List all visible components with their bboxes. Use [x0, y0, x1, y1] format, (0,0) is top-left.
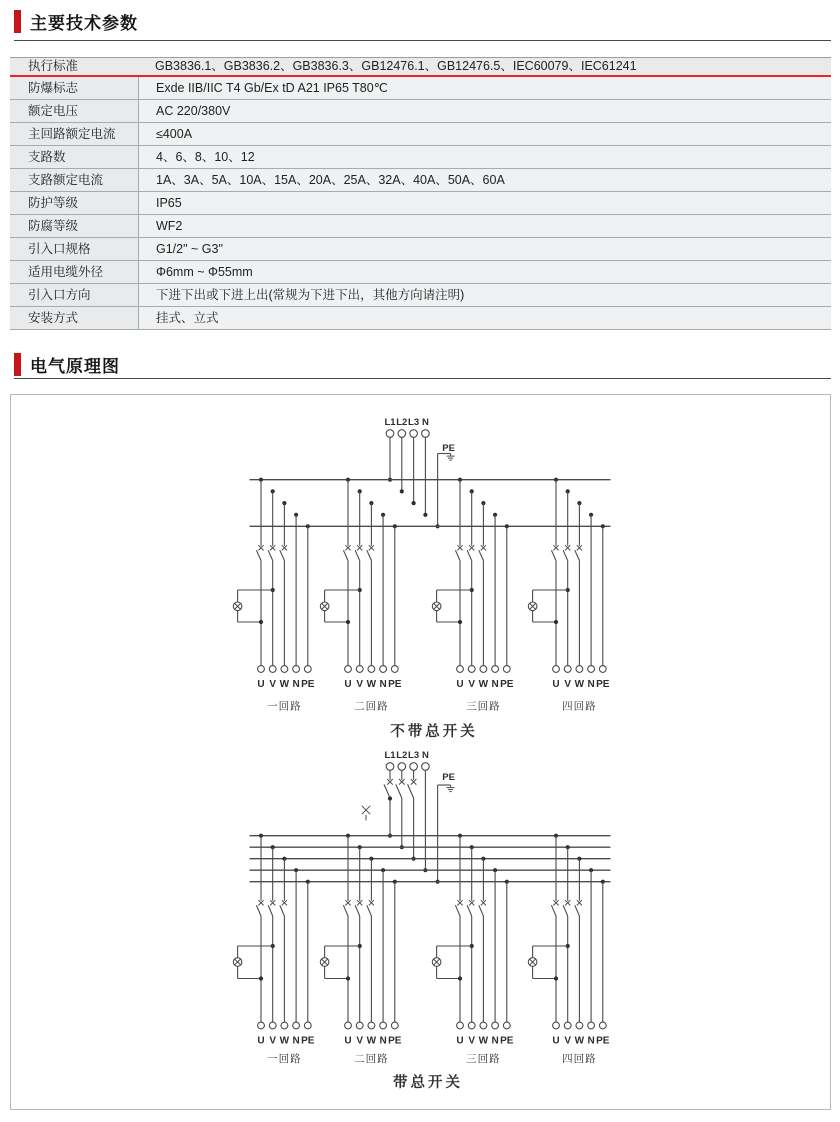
terminal: [280, 666, 290, 690]
svg-text:L2: L2: [396, 750, 408, 761]
pe-input: [436, 443, 455, 528]
svg-text:L1: L1: [384, 750, 396, 761]
header-rule: [14, 378, 831, 379]
terminal: [596, 1022, 610, 1046]
spec-label: 额定电压: [10, 100, 138, 122]
breaker-switch-icon: [467, 847, 474, 1022]
svg-text:W: W: [574, 1035, 585, 1047]
spec-row: [10, 284, 831, 307]
svg-text:PE: PE: [388, 1035, 402, 1047]
spec-row: [10, 307, 831, 330]
terminal: [491, 666, 498, 690]
svg-text:U: U: [552, 679, 560, 690]
ground-icon: [447, 785, 455, 792]
lamp-branch: [320, 944, 362, 981]
pe-input: [436, 772, 455, 884]
branch-circuit: [233, 834, 314, 1065]
svg-text:U: U: [257, 1035, 265, 1047]
terminal: [552, 666, 559, 690]
svg-text:W: W: [366, 679, 377, 690]
breaker-switch-icon: [455, 836, 462, 1022]
svg-text:V: V: [356, 1035, 364, 1047]
terminal: [456, 666, 463, 690]
spec-row: [10, 123, 831, 146]
circuit-diagram-1: [233, 417, 610, 740]
svg-text:W: W: [478, 679, 489, 690]
svg-text:V: V: [468, 1035, 476, 1047]
schematic-section-header: [14, 352, 120, 377]
svg-text:W: W: [366, 1035, 377, 1047]
spec-value: IP65: [138, 192, 831, 214]
lamp-icon: [320, 958, 329, 967]
terminal: [575, 1022, 585, 1046]
terminal: [301, 1022, 315, 1046]
terminal: [280, 1022, 290, 1046]
branch-circuit: [320, 834, 401, 1065]
terminal: [257, 666, 264, 690]
diagram-caption: 不带总开关: [390, 724, 478, 740]
svg-text:PE: PE: [500, 1035, 514, 1047]
svg-text:U: U: [456, 679, 464, 690]
branch-circuit: [233, 478, 314, 713]
lamp-icon: [432, 958, 441, 967]
terminal: [367, 666, 377, 690]
svg-text:V: V: [356, 679, 364, 690]
breaker-switch-icon: [367, 859, 374, 1022]
branch-circuit: [528, 834, 609, 1065]
spec-value: 1A、3A、5A、10A、15A、20A、25A、32A、40A、50A、60A: [138, 169, 831, 191]
terminal: [257, 1022, 264, 1046]
svg-text:W: W: [279, 1035, 290, 1047]
svg-text:三回路: 三回路: [466, 1053, 501, 1065]
breaker-switch-icon: [343, 836, 350, 1022]
spec-value: WF2: [138, 215, 831, 237]
spec-label: 防腐等级: [10, 215, 138, 237]
svg-text:PE: PE: [596, 679, 610, 690]
svg-text:V: V: [468, 679, 476, 690]
spec-value: 4、6、8、10、12: [138, 146, 831, 168]
terminal: [587, 666, 594, 690]
lamp-branch: [432, 588, 474, 624]
svg-text:N: N: [379, 679, 387, 690]
spec-value: ≤400A: [138, 123, 831, 145]
breaker-switch-icon: [551, 480, 558, 666]
schematic-section-title: 电气原理图: [30, 357, 120, 376]
terminal: [379, 1022, 386, 1046]
terminal: [500, 1022, 514, 1046]
svg-text:U: U: [344, 679, 352, 690]
specs-table: [10, 57, 831, 330]
schematic-panel: [10, 394, 831, 1110]
svg-text:PE: PE: [596, 1035, 610, 1047]
spec-value: AC 220/380V: [138, 100, 831, 122]
spec-row: [10, 169, 831, 192]
spec-value: Exde IIB/IIC T4 Gb/Ex tD A21 IP65 T80℃: [138, 77, 831, 99]
spec-label: 适用电缆外径: [10, 261, 138, 283]
terminal: [301, 666, 315, 690]
terminal: [379, 666, 386, 690]
breaker-switch-icon: [455, 480, 462, 666]
spec-row: [10, 238, 831, 261]
svg-text:N: N: [421, 417, 429, 428]
incoming-supply: [384, 417, 429, 517]
svg-text:U: U: [456, 1035, 464, 1047]
terminal: [269, 1022, 276, 1046]
breaker-switch-icon: [467, 491, 474, 665]
terminal: [388, 666, 402, 690]
svg-text:V: V: [269, 1035, 277, 1047]
svg-text:二回路: 二回路: [354, 700, 389, 713]
terminal: [491, 1022, 498, 1046]
breaker-switch-icon: [256, 480, 263, 666]
breaker-switch-icon: [256, 836, 263, 1022]
spec-value: GB3836.1、GB3836.2、GB3836.3、GB12476.1、GB12476.5、IEC60079、IEC61241: [138, 58, 831, 75]
svg-text:PE: PE: [301, 679, 315, 690]
svg-text:W: W: [279, 679, 290, 690]
terminal: [479, 1022, 489, 1046]
spec-label: 引入口规格: [10, 238, 138, 260]
branch-circuit: [528, 478, 609, 713]
specs-section-title: 主要技术参数: [30, 14, 138, 33]
terminal: [292, 1022, 299, 1046]
spec-label: 防爆标志: [10, 77, 138, 99]
lamp-icon: [320, 602, 329, 611]
terminal: [356, 1022, 363, 1046]
lamp-branch: [320, 588, 362, 624]
svg-text:N: N: [292, 1035, 300, 1047]
lamp-branch: [432, 944, 474, 981]
breaker-switch-icon: [355, 847, 362, 1022]
svg-text:PE: PE: [500, 679, 514, 690]
breaker-switch-icon: [563, 847, 570, 1022]
spec-row: [10, 192, 831, 215]
breaker-switch-icon: [479, 503, 486, 665]
ground-icon: [447, 454, 455, 461]
spec-value: Φ6mm ~ Φ55mm: [138, 261, 831, 283]
lamp-branch: [233, 588, 275, 624]
svg-text:V: V: [269, 679, 277, 690]
lamp-icon: [233, 958, 242, 967]
terminal: [269, 666, 276, 690]
terminal: [456, 1022, 463, 1046]
svg-text:N: N: [379, 1035, 387, 1047]
svg-text:W: W: [478, 1035, 489, 1047]
red-accent-bar: [14, 353, 21, 376]
branch-circuit: [432, 834, 513, 1065]
spec-row: [10, 215, 831, 238]
lamp-icon: [432, 602, 441, 611]
terminal: [344, 666, 351, 690]
svg-text:V: V: [564, 1035, 572, 1047]
terminal: [292, 666, 299, 690]
svg-text:PE: PE: [442, 772, 455, 783]
terminal: [468, 666, 475, 690]
svg-text:三回路: 三回路: [466, 700, 501, 713]
terminal: [564, 666, 571, 690]
breaker-switch-icon: [343, 480, 350, 666]
lamp-icon: [528, 958, 537, 967]
terminal: [468, 1022, 475, 1046]
svg-text:N: N: [587, 679, 595, 690]
svg-text:PE: PE: [442, 443, 455, 454]
breaker-switch-icon: [280, 503, 287, 665]
terminal: [356, 666, 363, 690]
svg-text:四回路: 四回路: [562, 700, 597, 713]
switch-handle-icon: [362, 806, 370, 821]
breaker-switch-icon: [551, 836, 558, 1022]
terminal: [479, 666, 489, 690]
svg-text:N: N: [491, 1035, 499, 1047]
breaker-switch-icon: [268, 847, 275, 1022]
spec-label: 支路数: [10, 146, 138, 168]
breaker-switch-icon: [575, 503, 582, 665]
svg-text:W: W: [574, 679, 585, 690]
lamp-icon: [233, 602, 242, 611]
svg-text:U: U: [257, 679, 265, 690]
svg-text:PE: PE: [301, 1035, 315, 1047]
spec-row: [10, 146, 831, 169]
terminal: [388, 1022, 402, 1046]
spec-row: [10, 261, 831, 284]
breaker-switch-icon: [563, 491, 570, 665]
svg-text:U: U: [552, 1035, 560, 1047]
lamp-branch: [233, 944, 275, 981]
spec-value: 挂式、立式: [138, 307, 831, 329]
svg-text:N: N: [292, 679, 300, 690]
specs-section-header: [14, 9, 138, 34]
svg-text:一回路: 一回路: [267, 700, 302, 713]
incoming-supply: [384, 750, 429, 872]
terminal: [367, 1022, 377, 1046]
svg-text:PE: PE: [388, 679, 402, 690]
breaker-switch-icon: [575, 859, 582, 1022]
spec-label: 引入口方向: [10, 284, 138, 306]
breaker-switch-icon: [268, 491, 275, 665]
svg-text:L3: L3: [408, 417, 420, 428]
lamp-branch: [528, 588, 570, 624]
breaker-switch-icon: [280, 859, 287, 1022]
svg-text:L1: L1: [384, 417, 396, 428]
svg-text:二回路: 二回路: [354, 1053, 389, 1065]
spec-label: 安装方式: [10, 307, 138, 329]
header-rule: [14, 40, 831, 41]
svg-text:L2: L2: [396, 417, 408, 428]
svg-text:四回路: 四回路: [562, 1053, 597, 1065]
lamp-branch: [528, 944, 570, 981]
svg-text:N: N: [587, 1035, 595, 1047]
terminal: [564, 1022, 571, 1046]
lamp-icon: [528, 602, 537, 611]
breaker-switch-icon: [355, 491, 362, 665]
terminal: [596, 666, 610, 690]
spec-label: 主回路额定电流: [10, 123, 138, 145]
svg-text:L3: L3: [408, 750, 420, 761]
terminal: [552, 1022, 559, 1046]
branch-circuit: [320, 478, 401, 713]
spec-row: [10, 77, 831, 100]
svg-text:V: V: [564, 679, 572, 690]
svg-text:N: N: [491, 679, 499, 690]
red-accent-bar: [14, 10, 21, 33]
master-switch-icon: [408, 770, 417, 858]
svg-text:U: U: [344, 1035, 352, 1047]
terminal: [587, 1022, 594, 1046]
spec-row: [10, 100, 831, 123]
spec-row: [10, 58, 831, 77]
spec-value: G1/2" ~ G3": [138, 238, 831, 260]
breaker-switch-icon: [367, 503, 374, 665]
circuit-diagram-svg: [11, 395, 830, 1109]
terminal: [500, 666, 514, 690]
circuit-diagram-2: [233, 750, 610, 1091]
svg-text:N: N: [421, 750, 429, 761]
spec-value: 下进下出或下进上出(常规为下进下出，其他方向请注明): [138, 284, 831, 306]
svg-text:一回路: 一回路: [267, 1053, 302, 1065]
master-switch-icon: [384, 770, 393, 835]
terminal: [575, 666, 585, 690]
diagram-caption: 带总开关: [393, 1075, 463, 1091]
branch-circuit: [432, 478, 513, 713]
breaker-switch-icon: [479, 859, 486, 1022]
terminal: [344, 1022, 351, 1046]
spec-label: 防护等级: [10, 192, 138, 214]
spec-label: 支路额定电流: [10, 169, 138, 191]
spec-label: 执行标准: [10, 58, 138, 75]
